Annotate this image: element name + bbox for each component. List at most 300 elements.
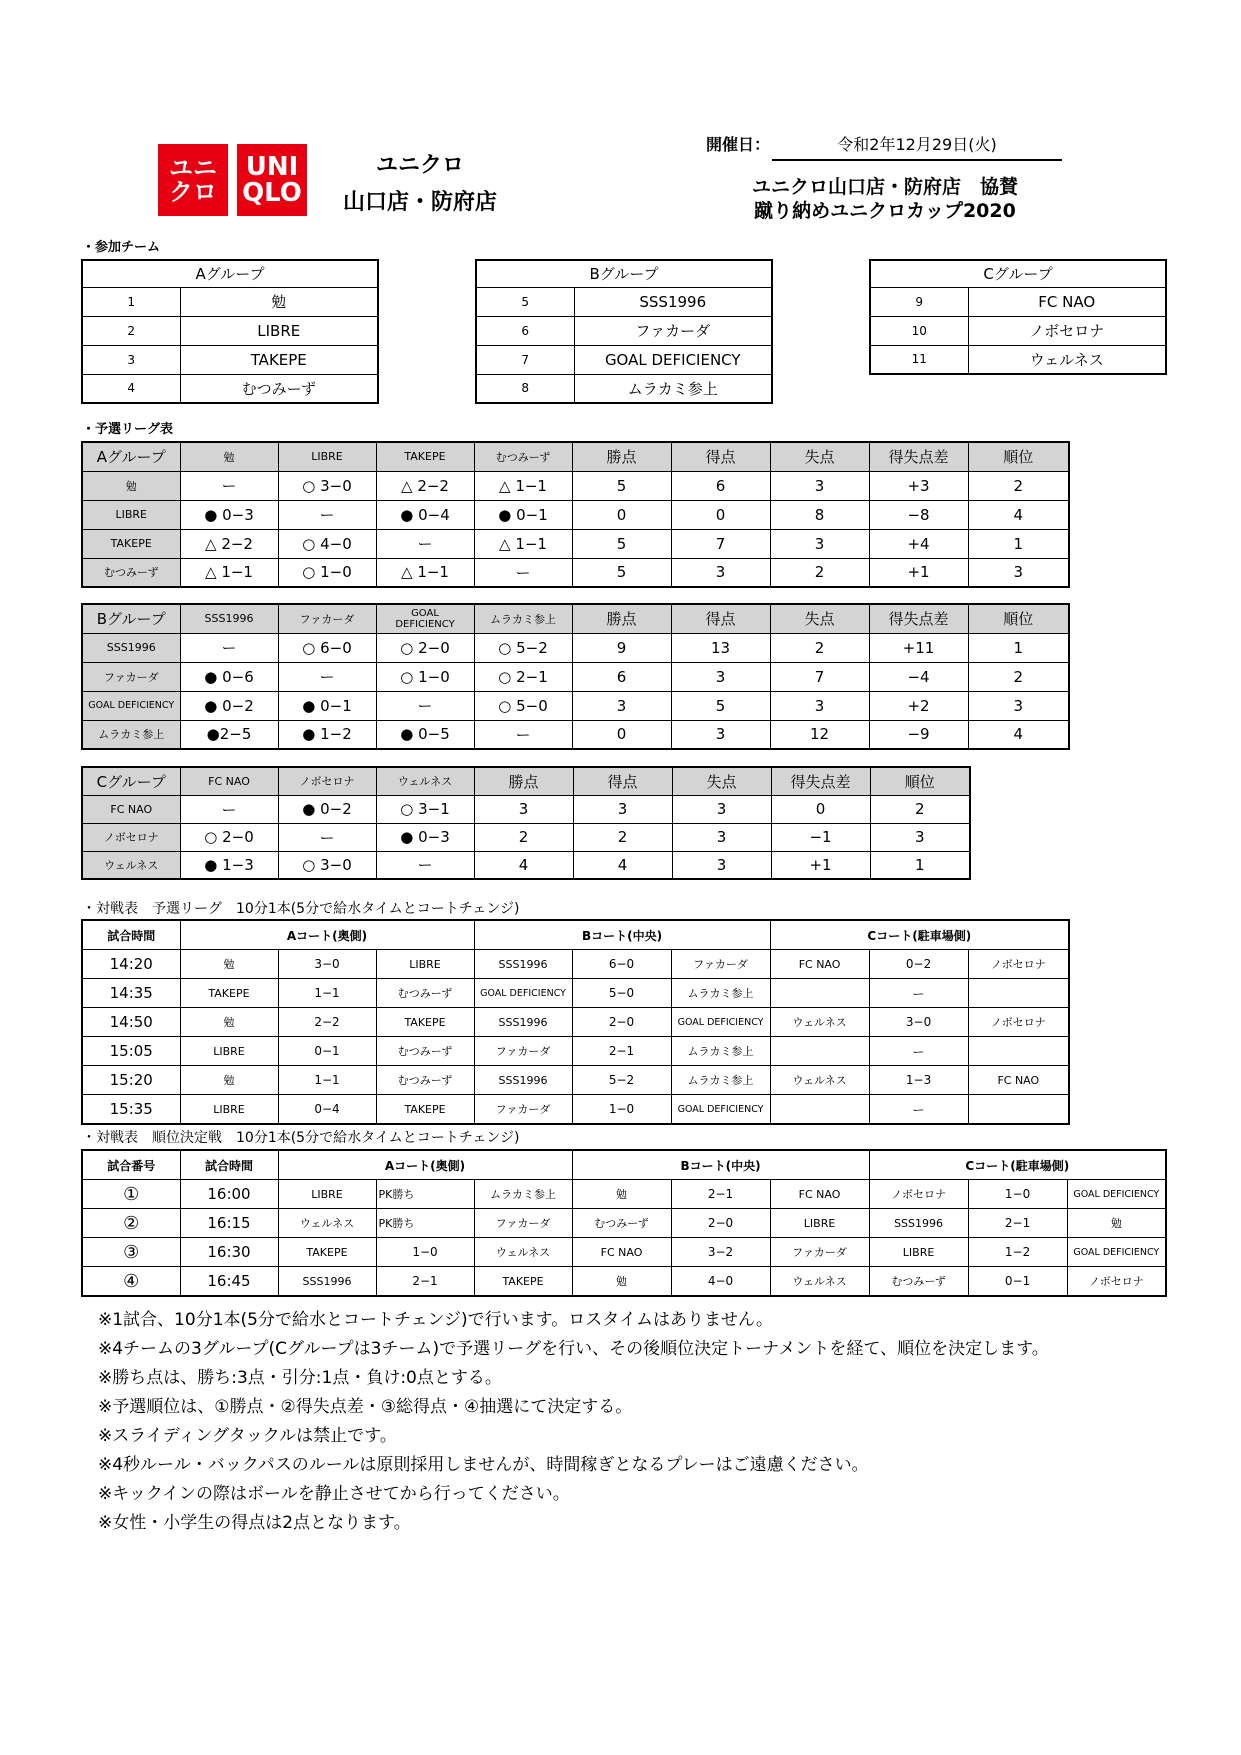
score: 1−1 [278,1066,376,1095]
team-label: 勉 [82,471,180,500]
score: ー [869,979,968,1008]
stat-cell: 3 [672,823,771,851]
table-row [82,691,1069,720]
teams-section-label: ・参加チーム [82,240,161,255]
court-a-header: Aコート(奥側) [180,920,474,950]
rank-header: 順位 [968,604,1069,633]
points-header: 勝点 [572,604,671,633]
score: ー [869,1095,968,1125]
result-cell: ● 0−5 [376,720,474,749]
group-name: Bグループ [82,604,180,633]
match-no-header: 試合番号 [82,1150,180,1180]
home-team: ウェルネス [770,1066,869,1095]
court-a-header: Aコート(奥側) [278,1150,572,1180]
table-row [82,1008,1069,1037]
opponent-header: ファカーダ [278,604,376,633]
team-no: 6 [476,316,574,345]
store-name-1: ユニクロ [375,153,464,178]
stat-cell: 6 [572,662,671,691]
table-row [82,1238,1166,1267]
score: PK勝ち [376,1209,474,1238]
score: 6−0 [572,950,671,979]
team-label: LIBRE [82,500,180,529]
time-header: 試合時間 [82,920,180,950]
court-b-header: Bコート(中央) [474,920,770,950]
table-row [82,851,970,879]
team-name: ノボセロナ [968,316,1166,345]
result-cell: ○ 1−0 [376,662,474,691]
away-team: ノボセロナ [968,1008,1069,1037]
match-time: 14:20 [82,950,180,979]
score: 2−1 [376,1267,474,1297]
table-row [82,633,1069,662]
note-item: ※1試合、10分1本(5分で給水とコートチェンジ)で行います。ロスタイムはありません。 [98,1310,773,1330]
goals-against-header: 失点 [770,442,869,471]
team-label: GOAL DEFICIENCY [82,691,180,720]
table-row [82,500,1069,529]
match-time: 14:50 [82,1008,180,1037]
sponsor-line: ユニクロ山口店・防府店 協賛 [751,176,1018,198]
stat-cell: 4 [474,851,573,879]
opponent-header: SSS1996 [180,604,278,633]
result-cell: △ 1−1 [474,529,572,558]
home-team: 勉 [572,1267,671,1297]
team-label: ノボセロナ [82,823,180,851]
stat-cell: 12 [770,720,869,749]
table-row [82,823,970,851]
stat-cell: −8 [869,500,968,529]
result-cell: △ 2−2 [180,529,278,558]
team-no: 1 [82,287,180,316]
score: 2−2 [278,1008,376,1037]
home-team: ウェルネス [278,1209,376,1238]
stat-cell: −9 [869,720,968,749]
stat-cell: 3 [572,691,671,720]
result-cell: △ 1−1 [474,471,572,500]
rules-notes [98,1306,1218,1538]
stat-cell: 2 [968,471,1069,500]
stat-cell: 2 [770,633,869,662]
result-cell: ● 1−3 [180,851,278,879]
match-time: 15:05 [82,1037,180,1066]
home-team: LIBRE [180,1037,278,1066]
away-team: むつみーず [376,1037,474,1066]
table-row [82,720,1069,749]
stat-cell: 3 [770,471,869,500]
team-no: 11 [870,345,968,374]
stat-cell: 3 [474,795,573,823]
event-title: 蹴り納めユニクロカップ2020 [754,200,1016,222]
away-team: ファカーダ [770,1238,869,1267]
result-cell: ○ 4−0 [278,529,376,558]
team-no: 7 [476,345,574,374]
result-cell: ● 0−2 [180,691,278,720]
stat-cell: 3 [770,691,869,720]
goals-for-header: 得点 [573,767,672,795]
table-row [82,1037,1069,1066]
group-name: Cグループ [82,767,180,795]
score: 5−0 [572,979,671,1008]
note-item: ※スライディングタックルは禁止です。 [98,1426,397,1446]
opponent-header: GOAL DEFICIENCY [376,604,474,633]
home-team [770,1037,869,1066]
home-team: TAKEPE [278,1238,376,1267]
league-table-c [81,766,971,880]
result-cell: ○ 3−0 [278,851,376,879]
home-team: LIBRE [869,1238,968,1267]
away-team: LIBRE [376,950,474,979]
result-cell: ●2−5 [180,720,278,749]
score: 1−3 [869,1066,968,1095]
stat-cell: 2 [770,558,869,587]
score: 0−1 [278,1037,376,1066]
team-label: むつみーず [82,558,180,587]
score: 1−1 [278,979,376,1008]
match-time: 14:35 [82,979,180,1008]
table-row [82,558,1069,587]
stat-cell: 1 [968,529,1069,558]
league-header-row [82,442,1069,471]
group-name: Cグループ [870,260,1166,287]
away-team: ムラカミ参上 [671,1066,770,1095]
score: 1−0 [968,1180,1067,1209]
stat-cell: 5 [572,558,671,587]
result-cell: △ 1−1 [180,558,278,587]
team-label: ウェルネス [82,851,180,879]
result-cell: ー [474,558,572,587]
league-table-b [81,603,1070,750]
team-no: 2 [82,316,180,345]
team-name: むつみーず [180,374,378,403]
home-team: SSS1996 [278,1267,376,1297]
home-team: GOAL DEFICIENCY [474,979,572,1008]
stat-cell: 8 [770,500,869,529]
away-team: GOAL DEFICIENCY [671,1008,770,1037]
result-cell: △ 2−2 [376,471,474,500]
result-cell: ○ 5−0 [474,691,572,720]
away-team: GOAL DEFICIENCY [1067,1238,1166,1267]
away-team: FC NAO [968,1066,1069,1095]
home-team: LIBRE [278,1180,376,1209]
result-cell: ● 0−3 [180,500,278,529]
note-item: ※予選順位は、①勝点・②得失点差・③総得点・④抽選にて決定する。 [98,1397,633,1417]
stat-cell: 3 [770,529,869,558]
away-team [968,1095,1069,1125]
match-no: ③ [82,1238,180,1267]
stat-cell: 3 [573,795,672,823]
stat-cell: +1 [771,851,870,879]
match-time: 15:20 [82,1066,180,1095]
team-name: GOAL DEFICIENCY [574,345,772,374]
stat-cell: 3 [968,691,1069,720]
result-cell: ● 1−2 [278,720,376,749]
note-item: ※4チームの3グループ(Cグループは3チーム)で予選リーグを行い、その後順位決定トーナメントを経て、順位を決定します。 [98,1339,1049,1359]
stat-cell: 0 [771,795,870,823]
match-no: ① [82,1180,180,1209]
score: 0−4 [278,1095,376,1125]
stat-cell: +11 [869,633,968,662]
stat-cell: −1 [771,823,870,851]
group-a-teams-table [81,259,379,404]
match-no: ④ [82,1267,180,1297]
opponent-header: ノボセロナ [278,767,376,795]
result-cell: ● 0−1 [278,691,376,720]
time-header: 試合時間 [180,1150,278,1180]
stat-cell: 0 [572,720,671,749]
score: 5−2 [572,1066,671,1095]
stat-cell: 2 [573,823,672,851]
stat-cell: +3 [869,471,968,500]
team-label: FC NAO [82,795,180,823]
league-table-a [81,441,1070,588]
note-item: ※キックインの際はボールを静止させてから行ってください。 [98,1484,570,1504]
rank-header: 順位 [870,767,970,795]
home-team: TAKEPE [180,979,278,1008]
stat-cell: 1 [870,851,970,879]
final-schedule-label: ・対戦表 順位決定戦 10分1本(5分で給水タイムとコートチェンジ) [82,1130,520,1146]
uniqlo-logo [158,144,307,216]
result-cell: ○ 2−0 [180,823,278,851]
away-team: TAKEPE [376,1008,474,1037]
away-team: LIBRE [770,1209,869,1238]
team-no: 8 [476,374,574,403]
score: 3−2 [671,1238,770,1267]
away-team: GOAL DEFICIENCY [671,1095,770,1125]
final-schedule-table [81,1149,1167,1297]
match-no: ② [82,1209,180,1238]
stat-cell: 5 [572,471,671,500]
away-team: TAKEPE [376,1095,474,1125]
stat-cell: 4 [968,500,1069,529]
away-team: 勉 [1067,1209,1166,1238]
away-team: ファカーダ [671,950,770,979]
home-team: SSS1996 [869,1209,968,1238]
result-cell: ● 0−1 [474,500,572,529]
score: 3−0 [278,950,376,979]
opponent-header: ムラカミ参上 [474,604,572,633]
stat-cell: 7 [770,662,869,691]
note-item: ※勝ち点は、勝ち:3点・引分:1点・負け:0点とする。 [98,1368,502,1388]
schedule-header-row [82,1150,1166,1180]
score: 2−1 [671,1180,770,1209]
table-row [82,795,970,823]
stat-cell: 9 [572,633,671,662]
result-cell: △ 1−1 [376,558,474,587]
score: 2−0 [671,1209,770,1238]
stat-cell: 4 [573,851,672,879]
team-no: 9 [870,287,968,316]
home-team: ファカーダ [474,1037,572,1066]
opponent-header: FC NAO [180,767,278,795]
court-b-header: Bコート(中央) [572,1150,869,1180]
result-cell: ー [474,720,572,749]
score: PK勝ち [376,1180,474,1209]
home-team: 勉 [180,1008,278,1037]
team-name: TAKEPE [180,345,378,374]
points-header: 勝点 [572,442,671,471]
match-time: 16:00 [180,1180,278,1209]
opponent-header: むつみーず [474,442,572,471]
team-name: LIBRE [180,316,378,345]
store-name-2: 山口店・防府店 [342,190,497,215]
score: 1−2 [968,1238,1067,1267]
match-time: 16:45 [180,1267,278,1297]
home-team: ファカーダ [474,1095,572,1125]
result-cell: ● 0−6 [180,662,278,691]
points-header: 勝点 [474,767,573,795]
table-row [82,1209,1166,1238]
away-team: ムラカミ参上 [474,1180,572,1209]
result-cell: ○ 6−0 [278,633,376,662]
home-team: SSS1996 [474,1066,572,1095]
team-label: TAKEPE [82,529,180,558]
group-b-teams-table [475,259,773,404]
score: 2−1 [572,1037,671,1066]
logo-katakana: ユニ クロ [158,144,228,216]
stat-cell: 3 [672,851,771,879]
opponent-header: TAKEPE [376,442,474,471]
team-no: 3 [82,345,180,374]
table-row [82,1066,1069,1095]
score: 1−0 [572,1095,671,1125]
stat-cell: 4 [968,720,1069,749]
home-team: ノボセロナ [869,1180,968,1209]
team-name: 勉 [180,287,378,316]
logo-latin: UNI QLO [237,144,307,216]
away-team: ノボセロナ [968,950,1069,979]
table-row [82,950,1069,979]
home-team: 勉 [572,1180,671,1209]
table-row [82,529,1069,558]
away-team [968,979,1069,1008]
result-cell: ● 0−4 [376,500,474,529]
home-team [770,979,869,1008]
stat-cell: 6 [671,471,770,500]
group-name: Bグループ [476,260,772,287]
goal-diff-header: 得失点差 [869,442,968,471]
rank-header: 順位 [968,442,1069,471]
match-time: 16:15 [180,1209,278,1238]
stat-cell: 2 [870,795,970,823]
stat-cell: −4 [869,662,968,691]
result-cell: ー [376,529,474,558]
home-team [770,1095,869,1125]
stat-cell: 3 [671,558,770,587]
score: 4−0 [671,1267,770,1297]
away-team: ムラカミ参上 [671,1037,770,1066]
opponent-header: 勉 [180,442,278,471]
league-schedule-label: ・対戦表 予選リーグ 10分1本(5分で給水タイムとコートチェンジ) [82,901,520,917]
stat-cell: 3 [671,662,770,691]
court-c-header: Cコート(駐車場側) [770,920,1069,950]
away-team [968,1037,1069,1066]
score: 0−2 [869,950,968,979]
home-team: FC NAO [572,1238,671,1267]
goals-for-header: 得点 [671,442,770,471]
team-label: ファカーダ [82,662,180,691]
away-team: FC NAO [770,1180,869,1209]
date-label: 開催日： [706,135,771,154]
team-name: ムラカミ参上 [574,374,772,403]
result-cell: ● 0−3 [376,823,474,851]
goals-for-header: 得点 [671,604,770,633]
score: ー [869,1037,968,1066]
opponent-header: LIBRE [278,442,376,471]
away-team: ノボセロナ [1067,1267,1166,1297]
match-time: 15:35 [82,1095,180,1125]
team-label: ムラカミ参上 [82,720,180,749]
goal-diff-header: 得失点差 [869,604,968,633]
away-team: むつみーず [376,979,474,1008]
league-schedule-table [81,919,1070,1125]
away-team: ウェルネス [474,1238,572,1267]
score: 2−0 [572,1008,671,1037]
result-cell: ○ 3−1 [376,795,474,823]
result-cell: ● 0−2 [278,795,376,823]
opponent-header: ウェルネス [376,767,474,795]
result-cell: ー [278,662,376,691]
score: 1−0 [376,1238,474,1267]
group-c-teams-table [869,259,1167,375]
home-team: FC NAO [770,950,869,979]
result-cell: ○ 2−1 [474,662,572,691]
away-team: ムラカミ参上 [671,979,770,1008]
stat-cell: 7 [671,529,770,558]
result-cell: ー [376,691,474,720]
result-cell: ○ 5−2 [474,633,572,662]
team-name: FC NAO [968,287,1166,316]
group-name: Aグループ [82,260,378,287]
goals-against-header: 失点 [672,767,771,795]
result-cell: ○ 1−0 [278,558,376,587]
match-time: 16:30 [180,1238,278,1267]
stat-cell: +2 [869,691,968,720]
stat-cell: 13 [671,633,770,662]
schedule-header-row [82,920,1069,950]
stat-cell: 3 [671,720,770,749]
table-row [82,1267,1166,1297]
score: 0−1 [968,1267,1067,1297]
away-team: ファカーダ [474,1209,572,1238]
result-cell: ー [278,823,376,851]
group-name: Aグループ [82,442,180,471]
away-team: むつみーず [376,1066,474,1095]
team-name: SSS1996 [574,287,772,316]
home-team: むつみーず [572,1209,671,1238]
table-row [82,1095,1069,1125]
stat-cell: 0 [671,500,770,529]
stat-cell: +1 [869,558,968,587]
date-value: 令和2年12月29日(火) [772,132,1062,161]
away-team: GOAL DEFICIENCY [1067,1180,1166,1209]
stat-cell: 3 [672,795,771,823]
team-no: 4 [82,374,180,403]
team-name: ウェルネス [968,345,1166,374]
home-team: SSS1996 [474,950,572,979]
goal-diff-header: 得失点差 [771,767,870,795]
stat-cell: 2 [968,662,1069,691]
league-header-row [82,767,970,795]
stat-cell: 1 [968,633,1069,662]
table-row [82,471,1069,500]
stat-cell: 3 [870,823,970,851]
league-header-row [82,604,1069,633]
team-no: 5 [476,287,574,316]
score: 2−1 [968,1209,1067,1238]
note-item: ※4秒ルール・バックパスのルールは原則採用しませんが、時間稼ぎとなるプレーはご遠慮ください。 [98,1455,869,1475]
result-cell: ー [180,471,278,500]
home-team: LIBRE [180,1095,278,1125]
